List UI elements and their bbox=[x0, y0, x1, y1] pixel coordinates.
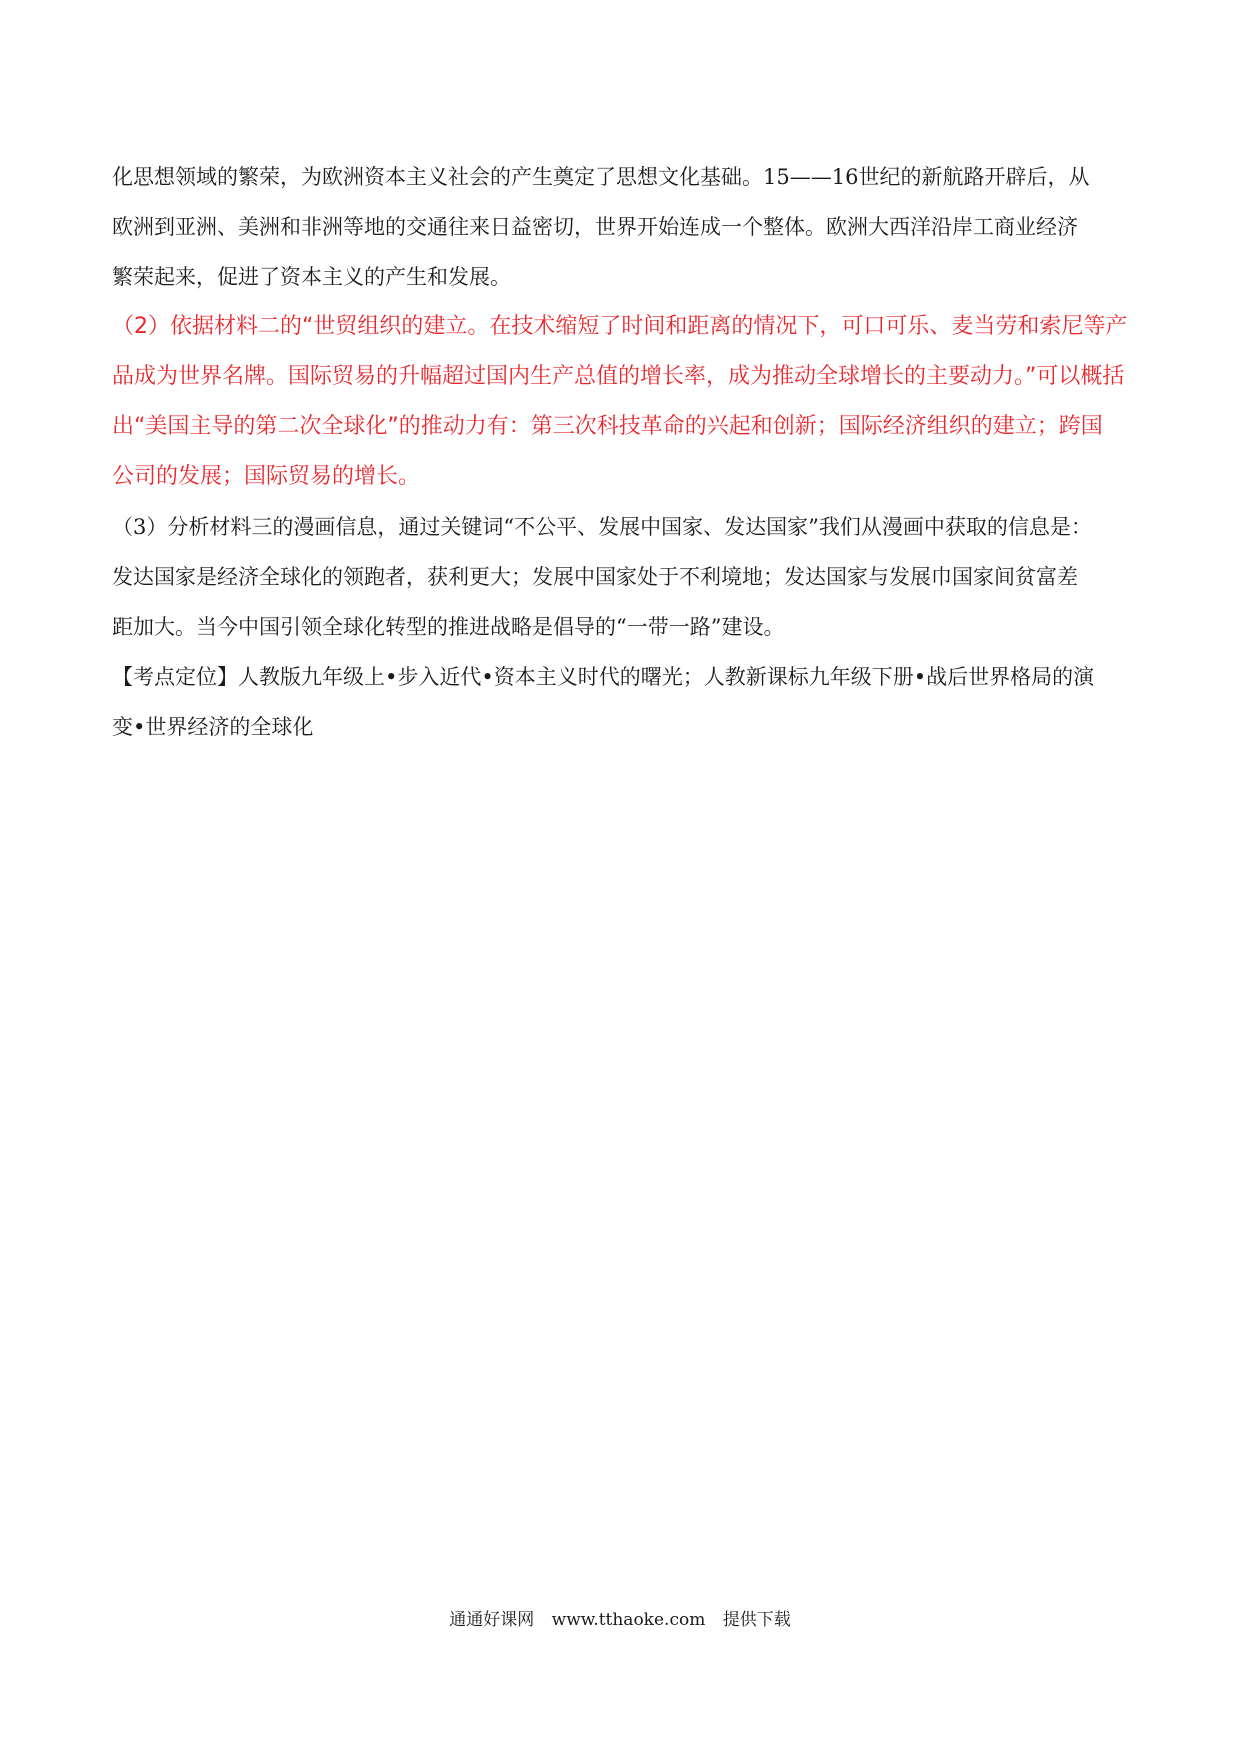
text-line: 化思想领域的繁荣，为欧洲资本主义社会的产生奠定了思想文化基础。15——16世纪的新航路开辟后，从 bbox=[112, 165, 1090, 189]
text-line: 发达国家是经济全球化的领跑者，获利更大；发展中国家处于不利境地；发达国家与发展巾国家间贫富差 bbox=[112, 565, 1078, 589]
text-line: （2）依据材料二的“世贸组织的建立。在技术缩短了时间和距离的情况下，可口可乐、麦当劳和索尼等产 bbox=[112, 314, 1128, 339]
text-line: 变•世界经济的全球化 bbox=[112, 715, 314, 739]
answer-content bbox=[112, 152, 1132, 752]
text-line: 繁荣起来，促进了资本主义的产生和发展。 bbox=[112, 265, 511, 289]
text-line: （3）分析材料三的漫画信息，通过关键词“不公平、发展中国家、发达国家”我们从漫画中获取的信息是： bbox=[112, 515, 1092, 539]
text-line: 【考点定位】人教版九年级上•步入近代•资本主义时代的曙光；人教新课标九年级下册•战后世界格局的演 bbox=[112, 665, 1095, 689]
page-footer bbox=[0, 1608, 1240, 1632]
footer-site-name: 通通好课网 bbox=[449, 1610, 535, 1630]
paragraph-exam-point bbox=[112, 652, 1132, 752]
paragraph-answer-3 bbox=[112, 502, 1132, 652]
text-line: 欧洲到亚洲、美洲和非洲等地的交通往来日益密切，世界开始连成一个整体。欧洲大西洋沿岸工商业经济 bbox=[112, 215, 1078, 239]
text-line: 公司的发展；国际贸易的增长。 bbox=[112, 464, 421, 489]
paragraph-answer-2-highlighted bbox=[112, 302, 1132, 502]
text-line: 品成为世界名牌。国际贸易的升幅超过国内生产总值的增长率，成为推动全球增长的主要动力。”可以概括 bbox=[112, 364, 1125, 389]
paragraph-renaissance-new-routes bbox=[112, 152, 1132, 302]
footer-suffix: 提供下载 bbox=[722, 1610, 791, 1630]
footer-url: www.tthaoke.com bbox=[551, 1610, 706, 1630]
text-line: 距加大。当今中国引领全球化转型的推进战略是倡导的“一带一路”建设。 bbox=[112, 615, 785, 639]
text-line: 出“美国主导的第二次全球化”的推动力有：第三次科技革命的兴起和创新；国际经济组织的建立；跨国 bbox=[112, 414, 1103, 439]
